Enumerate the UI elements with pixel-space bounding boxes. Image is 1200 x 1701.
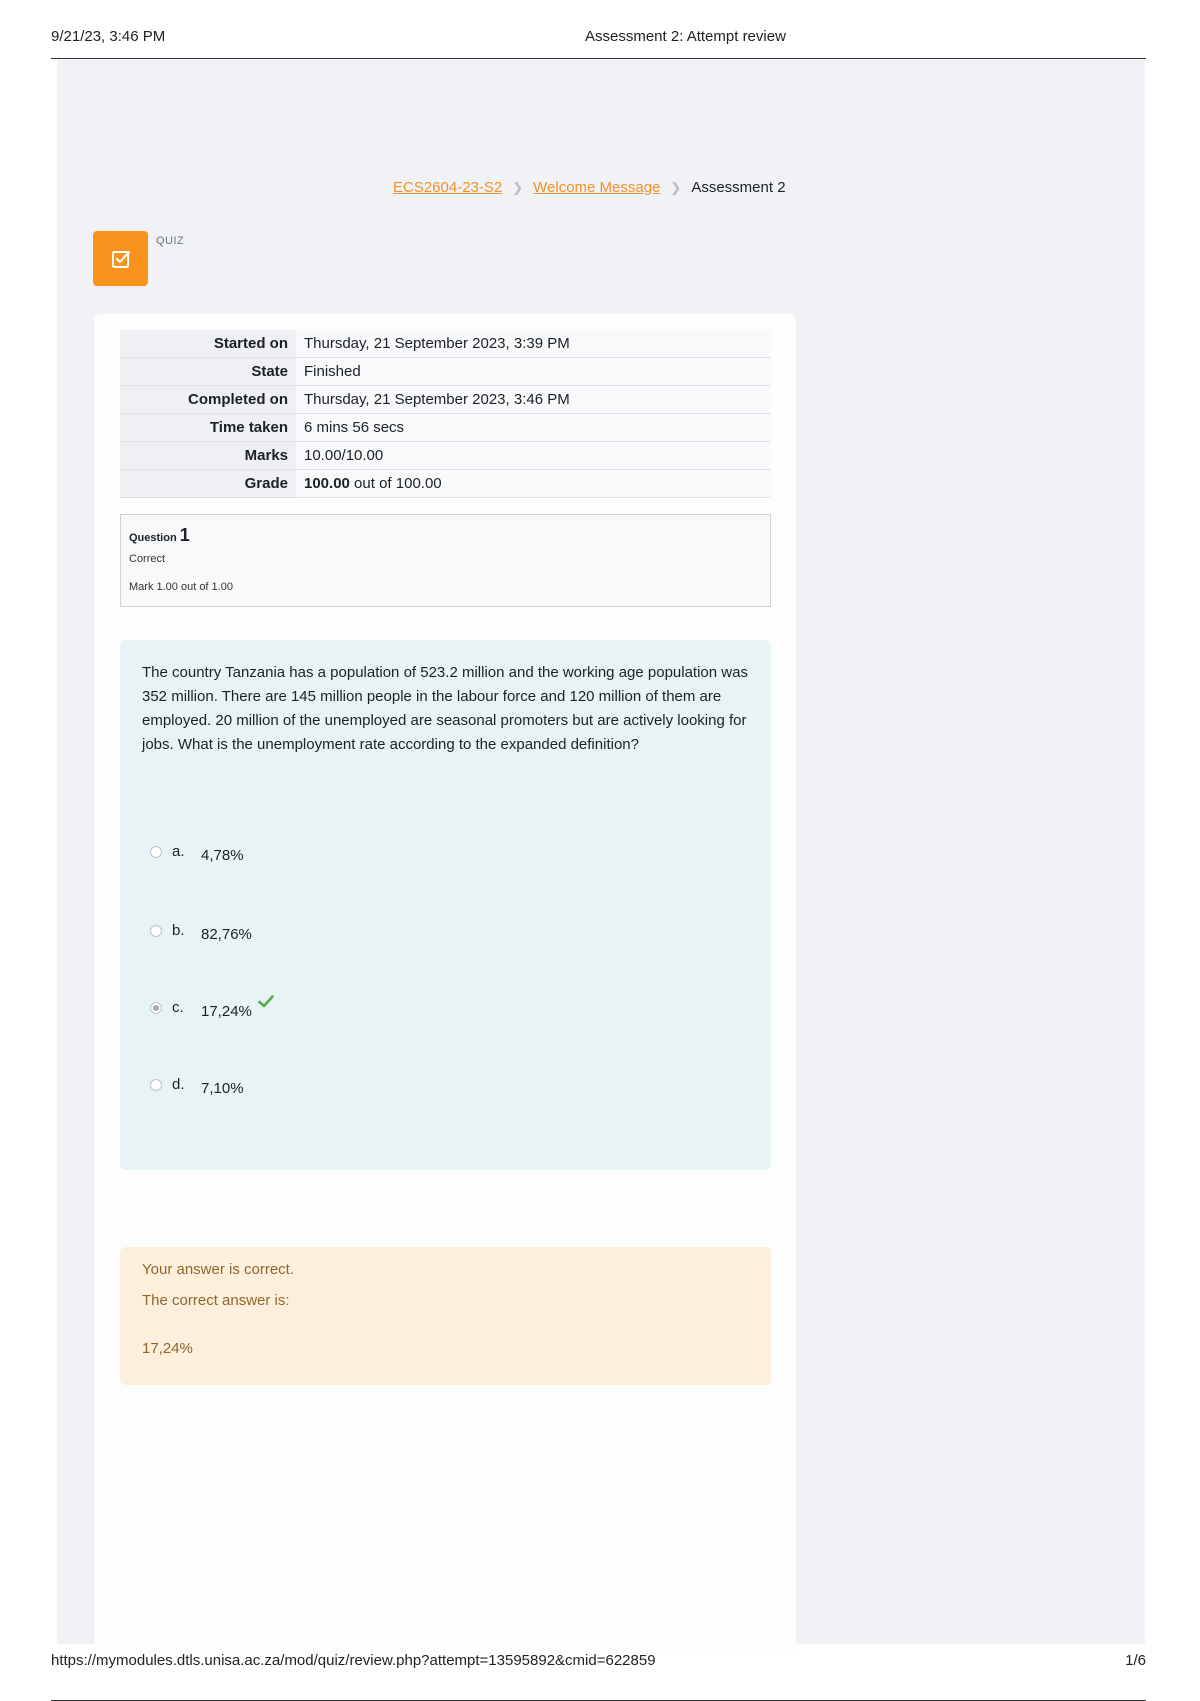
feedback-correct-value: 17,24% (142, 1340, 193, 1357)
question-label: Question (129, 532, 177, 544)
question-info-box (120, 514, 771, 607)
question-text: The country Tanzania has a population of 523.2 million and the working age population was 352 million. There are 145 million people in the labour force and 120 million of them are employed. 20 million of the unemployed are seasonal promoters but are actively looking for jobs. What is the unemployment rate according to the expanded definition? (142, 664, 748, 753)
breadcrumb-current: Assessment 2 (691, 179, 786, 196)
question-number (129, 525, 190, 546)
answer-option-c[interactable] (150, 999, 274, 1020)
summary-value: 10.00/10.00 (296, 442, 771, 470)
question-number-value: 1 (179, 525, 190, 545)
page-number: 1/6 (1125, 1652, 1146, 1669)
breadcrumb-section-link[interactable]: Welcome Message (533, 179, 661, 196)
answer-text: 82,76% (201, 926, 252, 943)
attempt-summary-table (120, 330, 771, 498)
answer-letter: d. (172, 1076, 185, 1093)
page-frame (57, 59, 1145, 1644)
summary-label: Marks (120, 442, 296, 470)
attempt-review-card (94, 314, 796, 1654)
feedback-box (120, 1247, 771, 1385)
answer-option-d[interactable] (150, 1076, 244, 1097)
feedback-result: Your answer is correct. (142, 1261, 295, 1278)
summary-label: State (120, 358, 296, 386)
print-url: https://mymodules.dtls.unisa.ac.za/mod/quiz/review.php?attempt=13595892&cmid=622859 (51, 1652, 656, 1669)
chevron-right-icon: ❯ (512, 179, 524, 195)
print-date: 9/21/23, 3:46 PM (51, 28, 166, 45)
question-state: Correct (129, 553, 166, 565)
summary-row-started (120, 330, 771, 358)
summary-value (296, 470, 771, 498)
answer-option-a[interactable] (150, 843, 244, 864)
print-title: Assessment 2: Attempt review (585, 28, 786, 45)
summary-label: Time taken (120, 414, 296, 442)
summary-row-grade (120, 470, 771, 498)
summary-row-time-taken (120, 414, 771, 442)
check-icon (258, 995, 274, 1012)
grade-out-of: out of 100.00 (349, 475, 442, 492)
summary-value: 6 mins 56 secs (296, 414, 771, 442)
feedback-correct-label: The correct answer is: (142, 1292, 290, 1309)
breadcrumb (393, 179, 786, 196)
answer-radio[interactable] (150, 846, 162, 858)
breadcrumb-course-link[interactable]: ECS2604-23-S2 (393, 179, 503, 196)
answer-radio-selected[interactable] (150, 1002, 162, 1014)
grade-score: 100.00 (304, 475, 350, 492)
summary-value: Thursday, 21 September 2023, 3:39 PM (296, 330, 771, 358)
answer-option-b[interactable] (150, 922, 252, 943)
answer-letter: a. (172, 843, 185, 860)
activity-type-label: QUIZ (156, 235, 185, 247)
answer-text: 7,10% (201, 1080, 244, 1097)
quiz-checkbox-icon (93, 231, 148, 286)
chevron-right-icon: ❯ (670, 179, 682, 195)
answer-radio[interactable] (150, 925, 162, 937)
question-grade: Mark 1.00 out of 1.00 (129, 581, 233, 593)
answer-text: 4,78% (201, 847, 244, 864)
summary-label: Grade (120, 470, 296, 498)
summary-label: Completed on (120, 386, 296, 414)
answer-text: 17,24% (201, 1003, 252, 1020)
answer-radio[interactable] (150, 1079, 162, 1091)
print-footer (51, 1644, 1146, 1701)
summary-row-completed (120, 386, 771, 414)
summary-row-state (120, 358, 771, 386)
summary-row-marks (120, 442, 771, 470)
answer-letter: c. (172, 999, 184, 1016)
summary-value: Finished (296, 358, 771, 386)
summary-value: Thursday, 21 September 2023, 3:46 PM (296, 386, 771, 414)
print-header (51, 28, 1146, 59)
summary-label: Started on (120, 330, 296, 358)
answer-letter: b. (172, 922, 185, 939)
question-formulation (120, 640, 771, 1170)
